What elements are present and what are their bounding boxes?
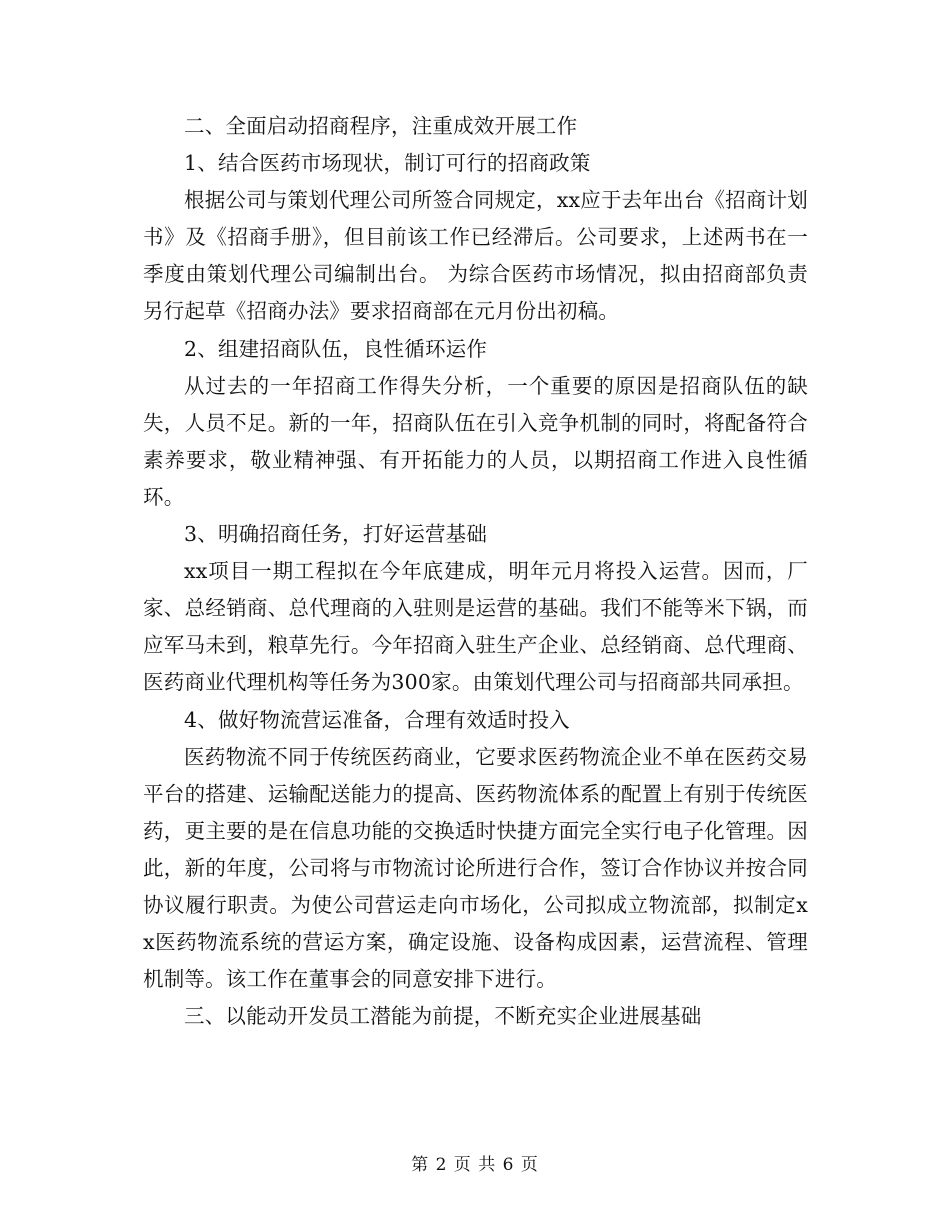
body-paragraph: xx项目一期工程拟在今年底建成，明年元月将投入运营。因而，厂家、总经销商、总代理商的入驻则是运营的基础。我们不能等米下锅，而应军马未到，粮草先行。今年招商入驻生产企业、总经销商、总代理商、医药商业代理机构等任务为300家。由策划代理公司与招商部共同承担。: [143, 559, 808, 695]
section-heading: 二、全面启动招商程序，注重成效开展工作: [184, 114, 578, 138]
body-paragraph: 医药物流不同于传统医药商业，它要求医药物流企业不单在医药交易平台的搭建、运输配送能力的提高、医药物流体系的配置上有别于传统医药，更主要的是在信息功能的交换适时快捷方面完全实行电子化管理。因此，新的年度，公司将与市物流讨论所进行合作，签订合作协议并按合同协议履行职责。为使公司营运走向市场化，公司拟成立物流部，拟制定xx医药物流系统的营运方案，确定设施、设备构成因素，运营流程、管理机制等。该工作在董事会的同意安排下进行。: [143, 744, 808, 992]
subsection-heading: 4、做好物流营运准备，合理有效适时投入: [184, 707, 570, 732]
page-number-footer: 第 2 页 共 6 页: [411, 1155, 539, 1175]
body-paragraph: 根据公司与策划代理公司所签合同规定，xx应于去年出台《招商计划书》及《招商手册》，但目前该工作已经滞后。公司要求，上述两书在一季度由策划代理公司编制出台。 为综合医药市场情况，拟由招商部负责另行起草《招商办法》要求招商部在元月份出初稿。: [143, 188, 808, 324]
document-body: [143, 108, 808, 1035]
section-heading: 三、以能动开发员工潜能为前提，不断充实企业进展基础: [184, 1004, 702, 1029]
body-paragraph: 从过去的一年招商工作得失分析，一个重要的原因是招商队伍的缺失，人员不足。新的一年，招商队伍在引入竞争机制的同时，将配备符合素养要求，敬业精神强、有开拓能力的人员，以期招商工作进入良性循环。: [143, 373, 808, 509]
subsection-heading: 2、组建招商队伍，良性循环运作: [184, 336, 488, 361]
subsection-heading: 3、明确招商任务，打好运营基础: [184, 522, 488, 547]
subsection-heading: 1、结合医药市场现状，制订可行的招商政策: [184, 151, 591, 176]
